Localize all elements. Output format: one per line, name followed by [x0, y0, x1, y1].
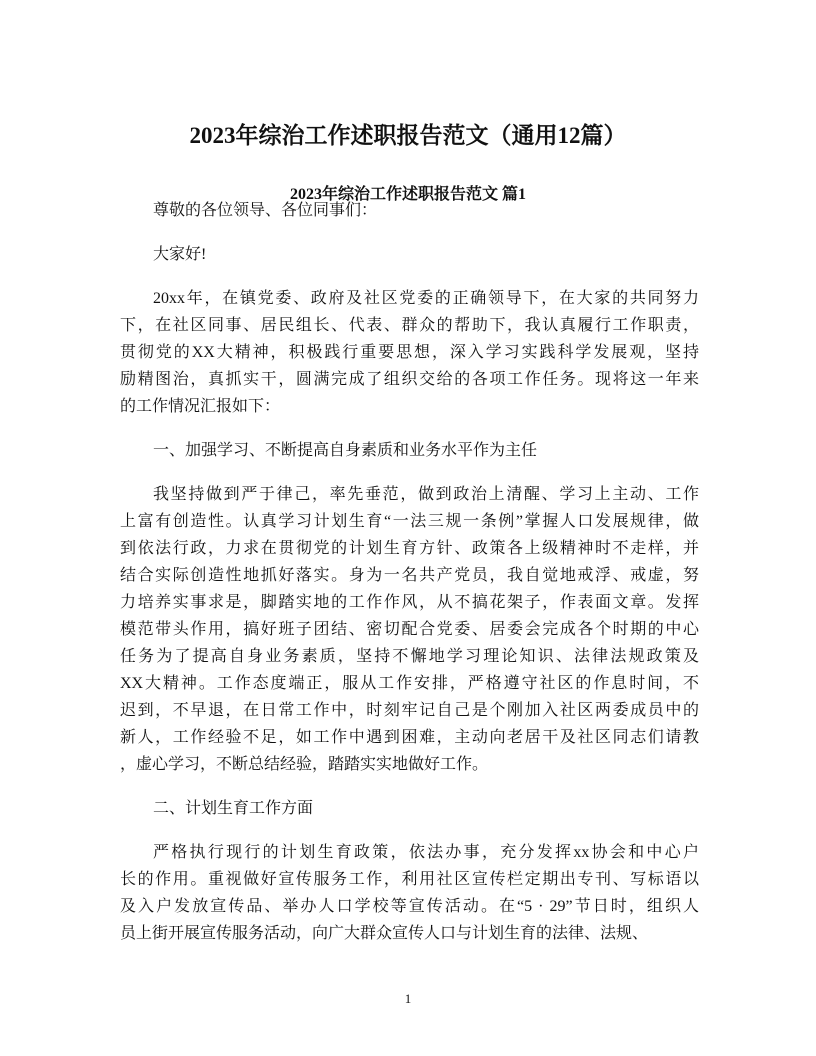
- paragraph-line: 任务为了提高自身业务素质，坚持不懈地学习理论知识、法律法规政策及: [120, 648, 699, 665]
- paragraph-line: ，虚心学习，不断总结经验，踏踏实实地做好工作。: [120, 756, 489, 773]
- paragraph-line: 结合实际创造性地抓好落实。身为一名共产党员，我自觉地戒浮、戒虚，努: [120, 567, 699, 584]
- document-body: [120, 197, 699, 964]
- paragraph: [120, 481, 699, 778]
- paragraph-line: 力培养实事求是，脚踏实地的工作作风，从不搞花架子，作表面文章。发挥: [120, 594, 699, 611]
- paragraph-line: 严格执行现行的计划生育政策，依法办事，充分发挥xx协会和中心户: [153, 844, 699, 861]
- paragraph-line: 的工作情况汇报如下：: [120, 398, 281, 415]
- paragraph-line: 模范带头作用，搞好班子团结、密切配合党委、居委会完成各个时期的中心: [120, 621, 699, 638]
- paragraph: [120, 839, 699, 947]
- paragraph-line: 迟到，不早退，在日常工作中，时刻牢记自己是个刚加入社区两委成员中的: [120, 702, 699, 719]
- paragraph-line: 上富有创造性。认真学习计划生育“一法三规一条例”掌握人口发展规律，做: [120, 513, 699, 530]
- paragraph: [120, 241, 699, 268]
- paragraph-line: 新人，工作经验不足，如工作中遇到困难，主动向老居干及社区同志们请教: [120, 729, 699, 746]
- section-heading: 2023年综治工作述职报告范文 篇1: [289, 186, 526, 203]
- paragraph-line: 员上街开展宣传服务活动，向广大群众宣传人口与计划生育的法律、法规、: [120, 925, 649, 942]
- paragraph-line: 大家好!: [153, 246, 207, 263]
- paragraph-line: 下，在社区同事、居民组长、代表、群众的帮助下，我认真履行工作职责，: [120, 317, 699, 334]
- paragraph-line: 长的作用。重视做好宣传服务工作，利用社区宣传栏定期出专刊、写标语以: [120, 871, 699, 888]
- paragraph: [120, 437, 699, 464]
- paragraph: [120, 285, 699, 420]
- paragraph-line: 20xx年，在镇党委、政府及社区党委的正确领导下，在大家的共同努力: [153, 290, 699, 307]
- paragraph-line: 尊敬的各位领导、各位同事们：: [153, 202, 378, 219]
- paragraph: [120, 197, 699, 224]
- document-title: 2023年综治工作述职报告范文（通用12篇）: [189, 123, 627, 148]
- paragraph-line: 及入户发放宣传品、举办人口学校等宣传活动。在“5 · 29”节日时，组织人: [120, 898, 699, 915]
- paragraph-line: XX大精神。工作态度端正，服从工作安排，严格遵守社区的作息时间，不: [120, 675, 699, 692]
- paragraph-line: 贯彻党的XX大精神，积极践行重要思想，深入学习实践科学发展观，坚持: [120, 344, 699, 361]
- page-number: 1: [404, 991, 412, 1006]
- paragraph-line: 二、计划生育工作方面: [153, 800, 314, 817]
- paragraph-line: 我坚持做到严于律己，率先垂范，做到政治上清醒、学习上主动、工作: [153, 486, 699, 503]
- paragraph-line: 励精图治，真抓实干，圆满完成了组织交给的各项工作任务。现将这一年来: [120, 371, 699, 388]
- paragraph-line: 一、加强学习、不断提高自身素质和业务水平作为主任: [153, 442, 538, 459]
- paragraph: [120, 795, 699, 822]
- paragraph-line: 到依法行政，力求在贯彻党的计划生育方针、政策各上级精神时不走样，并: [120, 540, 699, 557]
